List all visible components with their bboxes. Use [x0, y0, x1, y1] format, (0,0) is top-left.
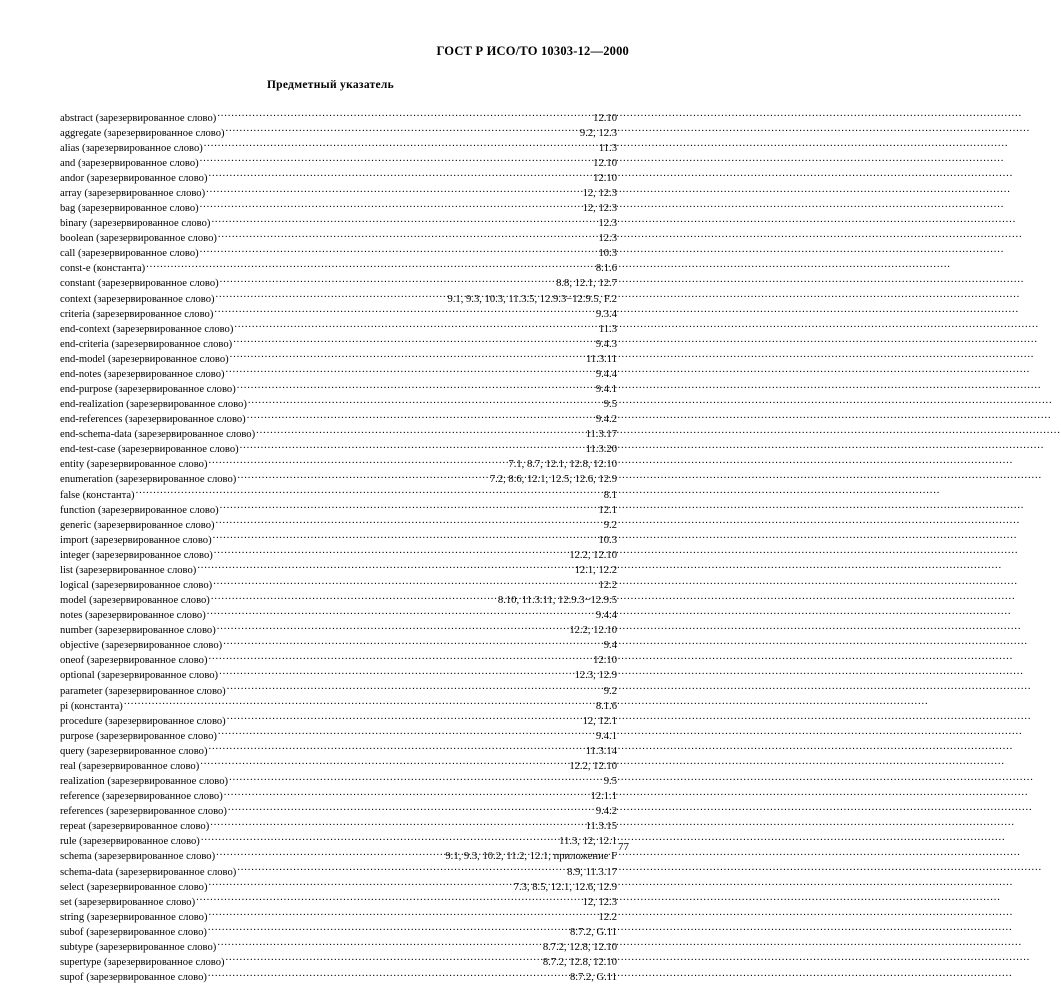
index-entry-references: 12.10 [593, 172, 617, 184]
index-entry-references: 11.3 [598, 142, 617, 154]
index-entry-term: string (зарезервированное слово) [60, 911, 208, 923]
index-entry-references: 8.9, 11.3.17 [567, 866, 617, 878]
index-entry-references: 12.3 [598, 218, 617, 230]
index-entry-term: import (зарезервированное слово) [60, 534, 212, 546]
index-entry-references: 7.2, 8.6, 12.1, 12.5, 12.6, 12.9 [489, 474, 617, 486]
index-entry-leader-dots [219, 668, 573, 679]
index-entry-leader-dots [211, 593, 497, 604]
index-entry-term: entity (зарезервированное слово) [60, 459, 208, 471]
index-entry-term: number (зарезервированное слово) [60, 625, 216, 637]
index-entry-references: 9.4.4 [595, 368, 617, 380]
index-entry-term: purpose (зарезервированное слово) [60, 730, 217, 742]
index-entry-references: 8.7.2, 12.8, 12.10 [542, 956, 617, 968]
index-entry-leader-dots [136, 487, 603, 498]
index-entry-leader-dots [196, 894, 581, 905]
index-entry-leader-dots [200, 758, 568, 769]
index-entry-term: query (зарезервированное слово) [60, 745, 208, 757]
index-entry-references: 12, 12.1 [582, 715, 617, 727]
index-entry-term: end-notes (зарезервированное слово) [60, 368, 225, 380]
index-entry-references: 8.8, 12.1, 12.7 [556, 278, 617, 290]
index-entry-leader-dots [228, 804, 594, 815]
index-entry-leader-dots [208, 653, 591, 664]
index-entry-leader-dots [227, 713, 581, 724]
index-entry-term: subof (зарезервированное слово) [60, 926, 207, 938]
index-entry-leader-dots [256, 427, 584, 438]
index-entry-references: 8.1 [603, 489, 617, 501]
index-entry-references: 10.3 [598, 248, 617, 260]
index-entry-references: 9.2, 12.3 [579, 127, 617, 139]
index-entry-leader-dots [201, 834, 558, 845]
index-entry-references: 9.4.1 [595, 384, 617, 395]
index-entry-term: end-test-case (зарезервированное слово) [60, 444, 239, 456]
index-entry-term: schema (зарезервированное слово) [60, 851, 216, 863]
index-entry-leader-dots [208, 969, 569, 980]
index-entry-leader-dots [217, 623, 568, 634]
index-entry-leader-dots [124, 698, 595, 709]
index-entry-references: 9.2 [603, 519, 617, 531]
index-entry-references: 9.1, 9.3, 10.2, 11.2, 12.1, приложение F [445, 851, 617, 863]
index-entry-references: 9.4.1 [595, 730, 617, 742]
index-entry-leader-dots [207, 608, 595, 619]
index-entry-leader-dots [240, 442, 584, 453]
index-entry-leader-dots [237, 864, 565, 875]
index-entry-leader-dots [216, 291, 446, 302]
index-entry-term: boolean (зарезервированное слово) [60, 233, 217, 245]
index-entry-term: logical (зарезервированное слово) [60, 580, 213, 592]
index-entry-term: end-criteria (зарезервированное слово) [60, 338, 233, 350]
index-entry-term: constant (зарезервированное слово) [60, 278, 219, 290]
index-entry-term: realization (зарезервированное слово) [60, 776, 229, 788]
index-entry-references: 11.3.20 [585, 444, 617, 456]
index-entry-leader-dots [229, 773, 602, 784]
index-entry-term: end-purpose (зарезервированное слово) [60, 384, 236, 395]
index-entry-term: optional (зарезервированное слово) [60, 670, 219, 682]
index-entry-references: 8.7.2, G.11 [570, 972, 617, 984]
index-entry-references: 12, 12.3 [582, 203, 617, 215]
index-entry-references: 11.3, 12, 12.1 [559, 836, 617, 848]
index-entry-leader-dots [209, 909, 597, 920]
index-entry-leader-dots [216, 849, 444, 860]
index-entry-term: criteria (зарезервированное слово) [60, 308, 214, 320]
index-entry [60, 969, 617, 984]
index-entry-references: 11.3.14 [585, 745, 617, 757]
index-entry-term: objective (зарезервированное слово) [60, 640, 223, 652]
index-entry-term: function (зарезервированное слово) [60, 504, 219, 516]
index-entry-references: 12, 12.3 [582, 896, 617, 908]
index-entry-leader-dots [200, 200, 581, 211]
index-entry-references: 12.3 [598, 233, 617, 245]
index-entry-leader-dots [214, 306, 594, 317]
index-entry-term: context (зарезервированное слово) [60, 293, 215, 305]
index-entry-references: 12.3, 12.9 [574, 670, 617, 682]
index-entry-references: 12.10 [593, 157, 617, 169]
index-entry-leader-dots [208, 170, 591, 181]
index-entry-references: 11.3.15 [585, 821, 617, 833]
index-entry-term: reference (зарезервированное слово) [60, 791, 223, 803]
index-entry-references: 12.1 [598, 504, 617, 516]
index-entry-references: 11.3.11 [586, 353, 617, 365]
index-entry-term: const-e (константа) [60, 263, 146, 275]
index-entry-references: 8.1.6 [595, 263, 617, 275]
subject-index-list [60, 110, 617, 985]
index-entry-leader-dots [213, 577, 597, 588]
page-header-standard-code: ГОСТ Р ИСО/ТО 10303-12—2000 [436, 44, 629, 58]
index-entry-references: 11.3.17 [585, 429, 617, 441]
index-entry-term: oneof (зарезервированное слово) [60, 655, 208, 667]
index-entry-leader-dots [200, 155, 592, 166]
index-entry-term: end-references (зарезервированное слово) [60, 414, 246, 426]
index-entry-term: real (зарезервированное слово) [60, 760, 200, 772]
index-entry-term: end-context (зарезервированное слово) [60, 323, 234, 335]
index-entry-references: 9.4.2 [595, 414, 617, 426]
index-entry-term: end-realization (зарезервированное слово) [60, 399, 247, 411]
index-entry-references: 9.4.2 [595, 806, 617, 818]
index-entry-leader-dots [220, 502, 597, 513]
index-entry-term: generic (зарезервированное слово) [60, 519, 215, 531]
index-entry-references: 8.1.6 [595, 700, 617, 712]
index-entry-term: list (зарезервированное слово) [60, 564, 197, 576]
index-entry-term: bag (зарезервированное слово) [60, 203, 199, 215]
index-entry-term: parameter (зарезервированное слово) [60, 685, 226, 697]
index-entry-leader-dots [226, 366, 595, 377]
index-entry-leader-dots [146, 261, 594, 272]
index-entry-references: 12.10 [593, 112, 617, 124]
index-entry-references: 9.4.4 [595, 610, 617, 622]
index-entry-term: enumeration (зарезервированное слово) [60, 474, 237, 486]
index-entry-leader-dots [217, 939, 541, 950]
index-entry-leader-dots [233, 336, 594, 347]
index-entry-term: end-schema-data (зарезервированное слово) [60, 429, 256, 441]
index-entry-references: 12.1.1 [590, 791, 617, 803]
index-entry-term: aggregate (зарезервированное слово) [60, 127, 225, 139]
index-entry-leader-dots [216, 517, 603, 528]
index-entry-term: array (зарезервированное слово) [60, 187, 206, 199]
index-entry-leader-dots [234, 321, 597, 332]
index-entry-references: 10.3 [598, 534, 617, 546]
index-entry-leader-dots [197, 562, 573, 573]
index-entry-leader-dots [208, 879, 512, 890]
index-entry-term: pi (константа) [60, 700, 123, 712]
index-entry-leader-dots [226, 125, 579, 136]
page-title: Предметный указатель [266, 79, 395, 91]
index-entry-term: supof (зарезервированное слово) [60, 972, 207, 984]
index-entry-term: repeat (зарезервированное слово) [60, 821, 210, 833]
index-entry-leader-dots [218, 728, 594, 739]
index-entry-references: 9.5 [603, 399, 617, 411]
index-entry-term: subtype (зарезервированное слово) [60, 941, 217, 953]
index-entry-term: false (константа) [60, 489, 135, 501]
index-entry-term: and (зарезервированное слово) [60, 157, 199, 169]
index-entry-term: abstract (зарезервированное слово) [60, 112, 217, 124]
index-entry-references: 12.1, 12.2 [574, 564, 617, 576]
index-entry-leader-dots [208, 743, 584, 754]
index-entry-references: 12.10 [593, 655, 617, 667]
index-entry-term: binary (зарезервированное слово) [60, 218, 211, 230]
index-entry-term: call (зарезервированное слово) [60, 248, 199, 260]
index-entry-term: andor (зарезервированное слово) [60, 172, 208, 184]
index-entry-leader-dots [213, 532, 597, 543]
index-entry-references: 7.3, 8.5, 12.1, 12.6, 12.9 [513, 881, 617, 893]
index-entry-leader-dots [217, 110, 591, 121]
index-entry-term: schema-data (зарезервированное слово) [60, 866, 237, 878]
index-entry-term: end-model (зарезервированное слово) [60, 353, 229, 365]
index-entry-references: 9.1, 9.3, 10.3, 11.3.5, 12.9.3−12.9.5, F.2 [447, 293, 617, 305]
index-entry-references: 12, 12.3 [582, 187, 617, 199]
index-entry-term: supertype (зарезервированное слово) [60, 956, 225, 968]
index-entry-term: alias (зарезервированное слово) [60, 142, 203, 154]
index-entry-references: 9.3.4 [595, 308, 617, 320]
index-entry-leader-dots [200, 246, 597, 257]
index-entry-leader-dots [208, 924, 569, 935]
index-entry-term: notes (зарезервированное слово) [60, 610, 206, 622]
index-entry-leader-dots [224, 789, 589, 800]
page-number: 77 [618, 841, 629, 853]
index-entry-term: model (зарезервированное слово) [60, 595, 210, 607]
index-entry-references: 7.1, 8.7, 12.1, 12.8, 12.10 [508, 459, 617, 471]
index-entry-term: set (зарезервированное слово) [60, 896, 196, 908]
index-entry-leader-dots [218, 231, 597, 242]
index-entry-leader-dots [214, 547, 568, 558]
index-entry-term: integer (зарезервированное слово) [60, 549, 213, 561]
index-entry-references: 12.2, 12.10 [569, 760, 617, 772]
index-entry-references: 9.5 [603, 776, 617, 788]
index-entry-leader-dots [206, 185, 581, 196]
index-entry-leader-dots [223, 638, 602, 649]
index-entry-term: references (зарезервированное слово) [60, 806, 227, 818]
index-entry-references: 8.7.2, 12.8, 12.10 [542, 941, 617, 953]
index-entry-term: rule (зарезервированное слово) [60, 836, 200, 848]
index-entry-references: 12.2, 12.10 [569, 549, 617, 561]
index-entry-references: 9.4.3 [595, 338, 617, 350]
index-entry-references: 12.2 [598, 911, 617, 923]
index-entry-term: procedure (зарезервированное слово) [60, 715, 226, 727]
index-entry-references: 12.2, 12.10 [569, 625, 617, 637]
index-entry-references: 9.2 [603, 685, 617, 697]
index-entry-leader-dots [247, 412, 595, 423]
index-entry-references: 12.2 [598, 580, 617, 592]
index-entry-leader-dots [226, 954, 542, 965]
index-entry-leader-dots [209, 457, 507, 468]
index-entry-leader-dots [227, 683, 603, 694]
index-entry-leader-dots [237, 381, 595, 392]
index-entry-leader-dots [237, 472, 488, 483]
index-entry-leader-dots [248, 396, 602, 407]
index-entry-leader-dots [210, 819, 584, 830]
index-entry-references: 11.3 [598, 323, 617, 335]
index-entry-references: 9.4 [603, 640, 617, 652]
index-entry-references: 8.7.2, G.11 [570, 926, 617, 938]
index-entry-leader-dots [204, 140, 598, 151]
index-entry-term: select (зарезервированное слово) [60, 881, 208, 893]
index-entry-leader-dots [230, 351, 585, 362]
index-entry-leader-dots [220, 276, 555, 287]
index-entry-leader-dots [211, 216, 597, 227]
index-entry-references: 8.10, 11.3.11, 12.9.3−12.9.5 [497, 595, 617, 607]
